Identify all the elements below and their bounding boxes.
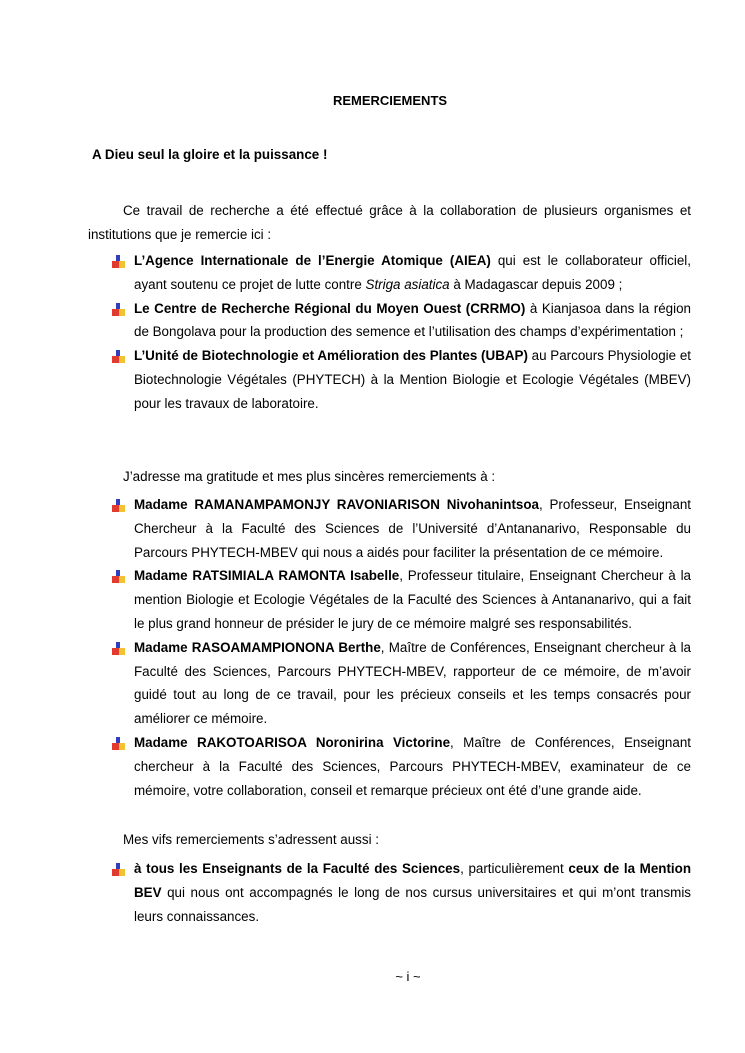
item-bold: Madame RAMANAMPAMONJY RAVONIARISON Nivohanintsoa xyxy=(134,497,539,512)
list-item xyxy=(112,564,691,635)
item-text: , Professeur titulaire, Enseignant Chercheur à la mention Biologie et Ecologie Végétales de la Faculté des Sciences à Antananarivo, qui a fait le plus grand honneur de présider le jury de ce mémoire malgré ses responsabilités. xyxy=(134,568,691,631)
colored-square-bullet-icon xyxy=(112,255,125,268)
item-text: , Maître de Conférences, Enseignant chercheur à la Faculté des Sciences, Parcours PHYTECH-MBEV, rapporteur de ce mémoire, de m’avoir guidé tout au long de ce travail, pour les précieux conseils et les temps consacrés pour améliorer ce mémoire. xyxy=(134,639,692,727)
colored-square-bullet-icon xyxy=(112,863,125,876)
page-title: REMERCIEMENTS xyxy=(332,93,448,108)
item-bold: L’Unité de Biotechnologie et Amélioration des Plantes (UBAP) xyxy=(134,348,528,364)
list-item xyxy=(112,344,691,415)
item-text: à Madagascar depuis 2009 ; xyxy=(449,276,623,292)
item-text: , particulièrement xyxy=(460,861,569,876)
item-text: , Maître de Conférences, Enseignant chercheur à la Faculté des Sciences, Parcours PHYTECH-MBEV, examinateur de ce mémoire, votre collaboration, conseil et remarque précieux ont été d’une grande aide. xyxy=(134,734,691,798)
list-item xyxy=(112,636,691,731)
item-text: à Kianjasoa dans la région de Bongolava pour la production des semence et l’utilisation des champs d’expérimentation ; xyxy=(134,300,692,340)
also-lead: Mes vifs remerciements s’adressent aussi : xyxy=(123,832,379,847)
colored-square-bullet-icon xyxy=(112,737,125,750)
list-item xyxy=(112,297,691,345)
item-bold: à tous les Enseignants de la Faculté des Sciences xyxy=(134,861,461,876)
item-text: , Professeur, Enseignant Chercheur à la Faculté des Sciences de l’Université d’Antananarivo, Responsable du Parcours PHYTECH-MBEV qui nous a aidés pour faciliter la présentation de ce mémoire. xyxy=(134,497,691,560)
item-bold: Madame RASOAMAMPIONONA Berthe xyxy=(134,639,381,655)
gratitude-lead: J’adresse ma gratitude et mes plus sincères remerciements à : xyxy=(123,469,496,484)
colored-square-bullet-icon xyxy=(112,499,125,512)
item-bold: Le Centre de Recherche Régional du Moyen Ouest (CRRMO) xyxy=(134,300,526,316)
item-bold: Madame RATSIMIALA RAMONTA Isabelle xyxy=(134,568,400,584)
item-bold: ceux de la Mention BEV xyxy=(134,861,691,900)
dedication: A Dieu seul la gloire et la puissance ! xyxy=(92,147,328,162)
page-number: ~ i ~ xyxy=(395,969,421,984)
colored-square-bullet-icon xyxy=(112,303,125,316)
item-text: qui est le collaborateur officiel, ayant soutenu ce projet de lutte contre xyxy=(134,253,691,292)
list-item xyxy=(112,493,691,564)
item-italic: Striga asiatica xyxy=(365,276,450,292)
item-text: qui nous ont accompagnés le long de nos cursus universitaires et qui m’ont transmis leurs connaissances. xyxy=(134,884,691,924)
intro-paragraph: Ce travail de recherche a été effectué grâce à la collaboration de plusieurs organismes et institutions que je remercie ici : xyxy=(88,203,691,242)
persons-list xyxy=(112,493,691,802)
item-bold: L’Agence Internationale de l’Energie Atomique (AIEA) xyxy=(134,253,491,268)
item-bold: Madame RAKOTOARISOA Noronirina Victorine xyxy=(134,734,451,750)
list-item xyxy=(112,731,691,802)
list-item xyxy=(112,857,691,928)
colored-square-bullet-icon xyxy=(112,570,125,583)
list-item xyxy=(112,249,691,297)
institutions-list xyxy=(112,249,691,416)
also-list xyxy=(112,857,691,928)
colored-square-bullet-icon xyxy=(112,642,125,655)
colored-square-bullet-icon xyxy=(112,350,125,363)
item-text: au Parcours Physiologie et Biotechnologie Végétales (PHYTECH) à la Mention Biologie et Ecologie Végétales (MBEV) pour les travaux de laboratoire. xyxy=(134,348,691,411)
